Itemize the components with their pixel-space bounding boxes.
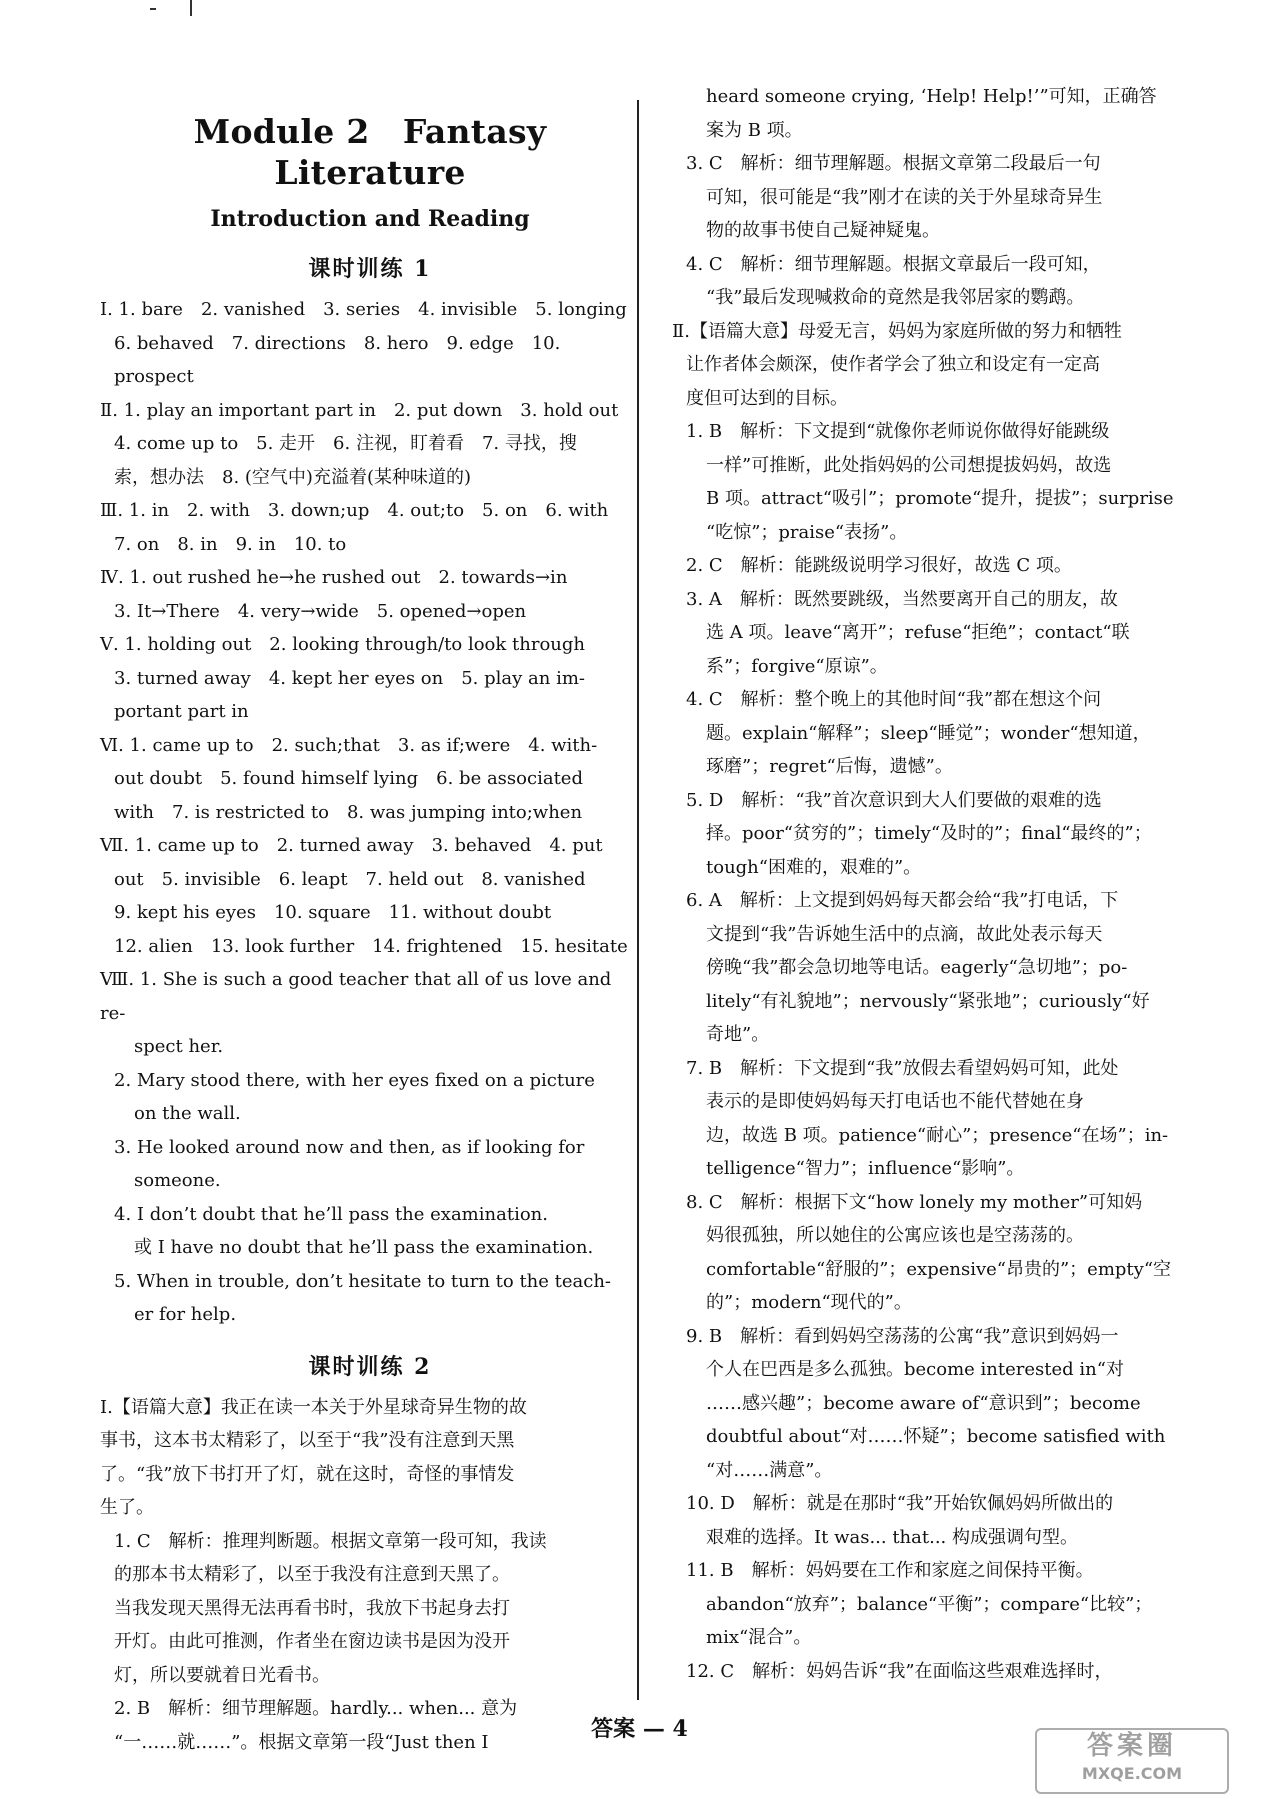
module-subtitle: Introduction and Reading <box>210 206 530 232</box>
text-line: 12. C 解析：妈妈告诉“我”在面临这些艰难选择时， <box>686 1660 1113 1682</box>
text-line: 2. B 解析：细节理解题。hardly... when... 意为 <box>114 1698 518 1719</box>
section-heading-1: 课时训练 1 <box>308 256 432 282</box>
text-line: ……感兴趣”；become aware of“意识到”；become <box>706 1392 1141 1414</box>
text-line: 9. kept his eyes 10. square 11. without doubt <box>114 902 552 923</box>
text-line: 3. It→There 4. very→wide 5. opened→open <box>114 600 527 622</box>
text-line: 表示的是即使妈妈每天打电话也不能代替她在身 <box>706 1091 1084 1112</box>
page-number: 答案 — 4 <box>591 1716 688 1742</box>
text-line: abandon“放弃”；balance“平衡”；compare“比较”； <box>706 1593 1153 1615</box>
text-line: 1. B 解析：下文提到“就像你老师说你做得好能跳级 <box>686 421 1110 442</box>
text-line: on the wall. <box>134 1103 241 1124</box>
text-line: Ⅷ. 1. She is such a good teacher that all of us love and re- <box>100 969 612 1024</box>
text-line: Ⅳ. 1. out rushed he→he rushed out 2. towards→in <box>100 567 568 588</box>
text-line: 的那本书太精彩了，以至于我没有注意到天黑了。 <box>114 1564 510 1585</box>
text-line: 案为 B 项。 <box>706 119 803 141</box>
text-line: 了。“我”放下书打开了灯，就在这时，奇怪的事情发 <box>100 1463 515 1485</box>
scan-mark <box>150 8 156 10</box>
text-line: with 7. is restricted to 8. was jumping into;when <box>114 801 583 823</box>
text-line: 3. turned away 4. kept her eyes on 5. play an im- <box>114 667 585 689</box>
text-line: 6. A 解析：上文提到妈妈每天都会给“我”打电话，下 <box>686 890 1119 911</box>
text-line: litely“有礼貌地”；nervously“紧张地”；curiously“好 <box>706 990 1150 1012</box>
text-line: Ⅲ. 1. in 2. with 3. down;up 4. out;to 5. on 6. with <box>100 500 609 521</box>
text-line: Ⅱ.【语篇大意】母爱无言，妈妈为家庭所做的努力和牺牲 <box>672 320 1122 342</box>
watermark-text: 答案圈 <box>1086 1731 1177 1761</box>
text-line: out 5. invisible 6. leapt 7. held out 8. vanished <box>114 868 586 890</box>
text-line: 当我发现天黑得无法再看书时，我放下书起身去打 <box>114 1597 510 1619</box>
text-line: 索，想办法 8. (空气中)充溢着(某种味道的) <box>114 466 471 488</box>
text-line: 妈很孤独，所以她住的公寓应该也是空荡荡的。 <box>706 1225 1084 1246</box>
text-line: 一样”可推断，此处指妈妈的公司想提拔妈妈，故选 <box>706 454 1112 476</box>
text-line: 择。poor“贫穷的”；timely“及时的”；final“最终的”； <box>706 823 1152 844</box>
text-line: 度但可达到的目标。 <box>686 387 848 409</box>
text-line: 5. When in trouble, don’t hesitate to turn to the teach- <box>114 1270 612 1292</box>
text-line: mix“混合”。 <box>706 1627 812 1648</box>
text-line: someone. <box>134 1170 221 1191</box>
answer-block-1 <box>100 293 640 1332</box>
text-line: 生了。 <box>100 1497 154 1518</box>
text-line: “对……满意”。 <box>706 1459 833 1481</box>
text-line: 的”；modern“现代的”。 <box>706 1292 912 1313</box>
text-line: 10. D 解析：就是在那时“我”开始钦佩妈妈所做出的 <box>686 1493 1114 1514</box>
column-divider <box>637 100 639 1700</box>
text-line: 文提到“我”告诉她生活中的点滴，故此处表示每天 <box>706 923 1103 945</box>
text-line: 4. come up to 5. 走开 6. 注视，盯着看 7. 寻找，搜 <box>114 433 577 454</box>
text-line: Ⅰ.【语篇大意】我正在读一本关于外星球奇异生物的故 <box>100 1396 527 1418</box>
text-line: Ⅶ. 1. came up to 2. turned away 3. behaved 4. put <box>100 835 603 856</box>
text-line: 4. C 解析：整个晚上的其他时间“我”都在想这个问 <box>686 689 1102 710</box>
text-line: telligence“智力”；influence“影响”。 <box>706 1158 1025 1179</box>
text-line: 可知，很可能是“我”刚才在读的关于外星球奇异生 <box>706 186 1103 208</box>
text-line: 9. B 解析：看到妈妈空荡荡的公寓“我”意识到妈妈一 <box>686 1325 1119 1347</box>
text-line: “吃惊”；praise“表扬”。 <box>706 521 908 543</box>
text-line: 7. B 解析：下文提到“我”放假去看望妈妈可知，此处 <box>686 1057 1119 1079</box>
text-line: 选 A 项。leave“离开”；refuse“拒绝”；contact“联 <box>706 622 1130 643</box>
text-line: 灯，所以要就着日光看书。 <box>114 1664 330 1686</box>
text-line: 4. C 解析：细节理解题。根据文章最后一段可知， <box>686 253 1101 275</box>
text-line: 5. D 解析：“我”首次意识到大人们要做的艰难的选 <box>686 789 1102 811</box>
text-line: er for help. <box>134 1304 237 1325</box>
text-line: 7. on 8. in 9. in 10. to <box>114 533 347 555</box>
answer-block-2 <box>100 1391 640 1760</box>
section-heading-2: 课时训练 2 <box>308 1353 432 1380</box>
text-line: 题。explain“解释”；sleep“睡觉”；wonder“想知道， <box>706 722 1151 744</box>
text-line: 事书，这本书太精彩了，以至于“我”没有注意到天黑 <box>100 1430 515 1451</box>
answer-block-3 <box>672 80 1217 1688</box>
text-line: 傍晚“我”都会急切地等电话。eagerly“急切地”；po- <box>706 957 1128 978</box>
text-line: 3. C 解析：细节理解题。根据文章第二段最后一句 <box>686 153 1101 174</box>
module-title: Module 2 Fantasy Literature <box>193 112 547 192</box>
text-line: 开灯。由此可推测，作者坐在窗边读书是因为没开 <box>114 1631 510 1652</box>
text-line: 4. I don’t doubt that he’ll pass the examination. <box>114 1203 548 1225</box>
text-line: portant part in <box>114 701 249 722</box>
text-line: 奇地”。 <box>706 1024 770 1045</box>
text-line: tough“困难的，艰难的”。 <box>706 856 922 878</box>
text-line: 琢磨”；regret“后悔，遗憾”。 <box>706 756 953 777</box>
text-line: Ⅱ. 1. play an important part in 2. put down 3. hold out <box>100 399 619 421</box>
text-line: 3. A 解析：既然要跳级，当然要离开自己的朋友，故 <box>686 588 1118 610</box>
scan-mark <box>190 0 192 16</box>
text-line: 1. C 解析：推理判断题。根据文章第一段可知，我读 <box>114 1530 547 1552</box>
text-line: 12. alien 13. look further 14. frightened 15. hesitate <box>114 935 628 957</box>
text-line: 11. B 解析：妈妈要在工作和家庭之间保持平衡。 <box>686 1560 1094 1581</box>
text-line: Ⅴ. 1. holding out 2. looking through/to look through <box>100 634 585 655</box>
text-line: 2. Mary stood there, with her eyes fixed on a picture <box>114 1069 595 1091</box>
text-line: 8. C 解析：根据下文“how lonely my mother”可知妈 <box>686 1191 1143 1213</box>
text-line: Ⅰ. 1. bare 2. vanished 3. series 4. invisible 5. longing <box>100 299 627 320</box>
watermark-url: MXQE.COM <box>1081 1764 1183 1783</box>
text-line: 物的故事书使自己疑神疑鬼。 <box>706 220 940 241</box>
site-watermark-logo <box>1035 1728 1229 1794</box>
text-line: 艰难的选择。It was... that... 构成强调句型。 <box>706 1526 1079 1548</box>
text-line: 让作者体会颇深，使作者学会了独立和设定有一定高 <box>686 354 1100 375</box>
right-column <box>672 80 1217 1688</box>
text-line: Ⅵ. 1. came up to 2. such;that 3. as if;were 4. with- <box>100 734 598 756</box>
text-line: 2. C 解析：能跳级说明学习很好，故选 C 项。 <box>686 555 1072 576</box>
text-line: out doubt 5. found himself lying 6. be associated <box>114 768 583 789</box>
text-line: 个人在巴西是多么孤独。become interested in“对 <box>706 1359 1124 1380</box>
text-line: comfortable“舒服的”；expensive“昂贵的”；empty“空 <box>706 1258 1172 1280</box>
text-line: “我”最后发现喊救命的竟然是我邻居家的鹦鹉。 <box>706 287 1085 308</box>
text-line: heard someone crying, ‘Help! Help!’”可知，正确答 <box>706 86 1157 107</box>
text-line: 边，故选 B 项。patience“耐心”；presence“在场”；in- <box>706 1124 1169 1146</box>
text-line: doubtful about“对……怀疑”；become satisfied with <box>706 1426 1166 1447</box>
text-line: “一……就……”。根据文章第一段“Just then I <box>114 1731 489 1753</box>
text-line: 6. behaved 7. directions 8. hero 9. edge 10. prospect <box>114 332 561 387</box>
text-line: 系”；forgive“原谅”。 <box>706 655 888 677</box>
text-line: 或 I have no doubt that he’ll pass the examination. <box>134 1237 594 1258</box>
text-line: spect her. <box>134 1036 224 1057</box>
text-line: 3. He looked around now and then, as if looking for <box>114 1136 585 1158</box>
text-line: B 项。attract“吸引”；promote“提升，提拔”；surprise <box>706 488 1174 509</box>
left-column <box>100 88 640 1759</box>
